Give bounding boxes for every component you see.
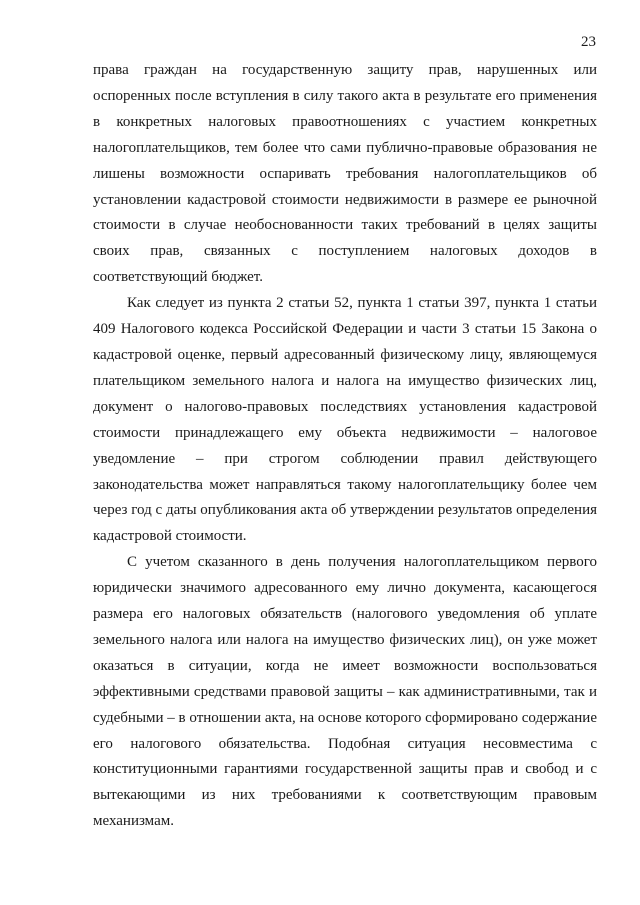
paragraph-tax-code-reference: Как следует из пункта 2 статьи 52, пункта 1 статьи 397, пункта 1 статьи 409 Налогового кодекса Российской Федерации и части 3 статьи 15 Закона о кадастровой оценке, первый адресованный физическому лицу, являющемуся плательщиком земельного налога и налога на имущество физических лиц, документ о налогово-правовых последствиях установления кадастровой стоимости принадлежащего ему объекта недвижимости – налоговое уведомление – при строгом соблюдении правил действующего законодательства может направляться такому налогоплательщику более чем через год с даты опубликования акта об утверждении результатов определения кадастровой стоимости. <box>93 295 597 545</box>
document-body <box>93 58 597 835</box>
paragraph-continuation: права граждан на государственную защиту прав, нарушенных или оспоренных после вступления в силу такого акта в результате его применения в конкретных налоговых правоотношениях с участием конкретных налогоплательщиков, тем более что сами публично-правовые образования не лишены возможности оспаривать требования налогоплательщиков об установлении кадастровой стоимости недвижимости в размере ее рыночной стоимости в случае необоснованности таких требований в целях защиты своих прав, связанных с поступлением налоговых доходов в соответствующий бюджет. <box>93 62 597 286</box>
page-number: 23 <box>581 34 596 50</box>
paragraph-conclusion: С учетом сказанного в день получения налогоплательщиком первого юридически значимого адресованного ему лично документа, касающегося размера его налоговых обязательств (налогового уведомления об уплате земельного налога или налога на имущество физических лиц), он уже может оказаться в ситуации, когда не имеет возможности воспользоваться эффективными средствами правовой защиты – как административными, так и судебными – в отношении акта, на основе которого сформировано содержание его налогового обязательства. Подобная ситуация несовместима с конституционными гарантиями государственной защиты прав и свобод и с вытекающими из них требованиями к соответствующим правовым механизмам. <box>93 554 597 830</box>
